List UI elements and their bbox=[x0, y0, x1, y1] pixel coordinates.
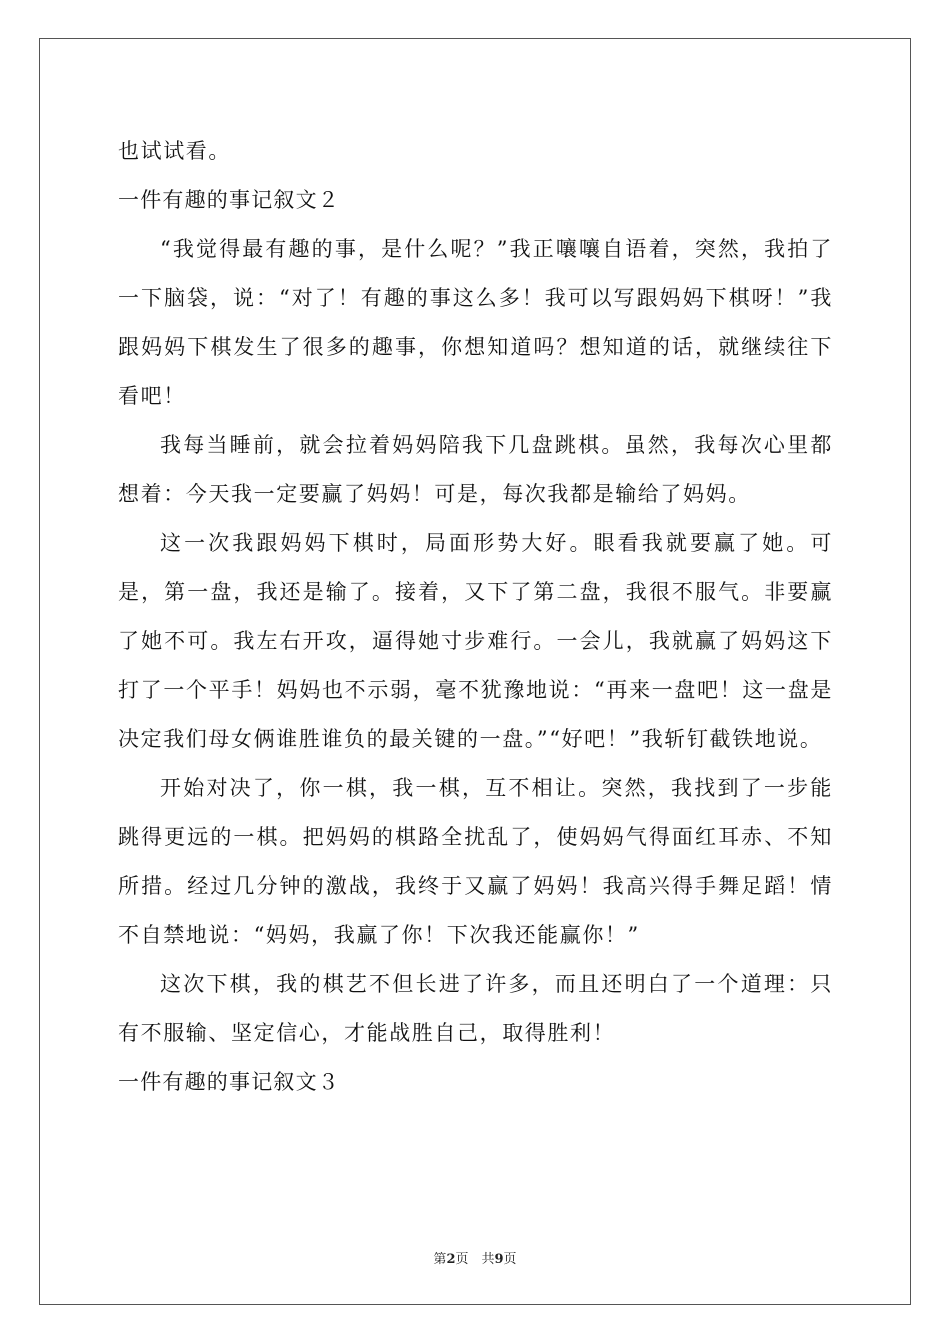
continuation-text: 也试试看。 bbox=[118, 139, 231, 163]
section-heading-3: 一件有趣的事记叙文３ bbox=[118, 1070, 340, 1094]
page-current-number: 2 bbox=[446, 1252, 456, 1267]
document-body bbox=[118, 127, 833, 1107]
paragraph-5: 这次下棋，我的棋艺不但长进了许多，而且还明白了一个道理：只有不服输、坚定信心，才能战胜自己，取得胜利！ bbox=[118, 972, 833, 1045]
page-label-suffix: 页 bbox=[503, 1252, 517, 1267]
paragraph-3: 这一次我跟妈妈下棋时，局面形势大好。眼看我就要赢了她。可是，第一盘，我还是输了。接着，又下了第二盘，我很不服气。非要赢了她不可。我左右开攻，逼得她寸步难行。一会儿，我就赢了妈妈这下打了一个平手！妈妈也不示弱，毫不犹豫地说：“再来一盘吧！这一盘是决定我们母女俩谁胜谁负的最关键的一盘。”“好吧！”我斩钉截铁地说。 bbox=[118, 531, 833, 751]
page-label-mid: 页 共 bbox=[455, 1252, 495, 1267]
page-footer bbox=[0, 1248, 950, 1267]
paragraph-4: 开始对决了，你一棋，我一棋，互不相让。突然，我找到了一步能跳得更远的一棋。把妈妈的棋路全扰乱了，使妈妈气得面红耳赤、不知所措。经过几分钟的激战，我终于又赢了妈妈！我高兴得手舞足蹈！情不自禁地说：“妈妈，我赢了你！下次我还能赢你！” bbox=[118, 776, 833, 947]
paragraph-2: 我每当睡前，就会拉着妈妈陪我下几盘跳棋。虽然，我每次心里都想着：今天我一定要赢了妈妈！可是，每次我都是输给了妈妈。 bbox=[118, 433, 833, 506]
page-total-number: 9 bbox=[494, 1252, 504, 1267]
page-label-prefix: 第 bbox=[433, 1252, 447, 1267]
section-heading-2: 一件有趣的事记叙文２ bbox=[118, 188, 340, 212]
paragraph-1: “我觉得最有趣的事，是什么呢？”我正嚷嚷自语着，突然，我拍了一下脑袋，说：“对了！有趣的事这么多！我可以写跟妈妈下棋呀！”我跟妈妈下棋发生了很多的趣事，你想知道吗？想知道的话，就继续往下看吧！ bbox=[118, 237, 833, 408]
